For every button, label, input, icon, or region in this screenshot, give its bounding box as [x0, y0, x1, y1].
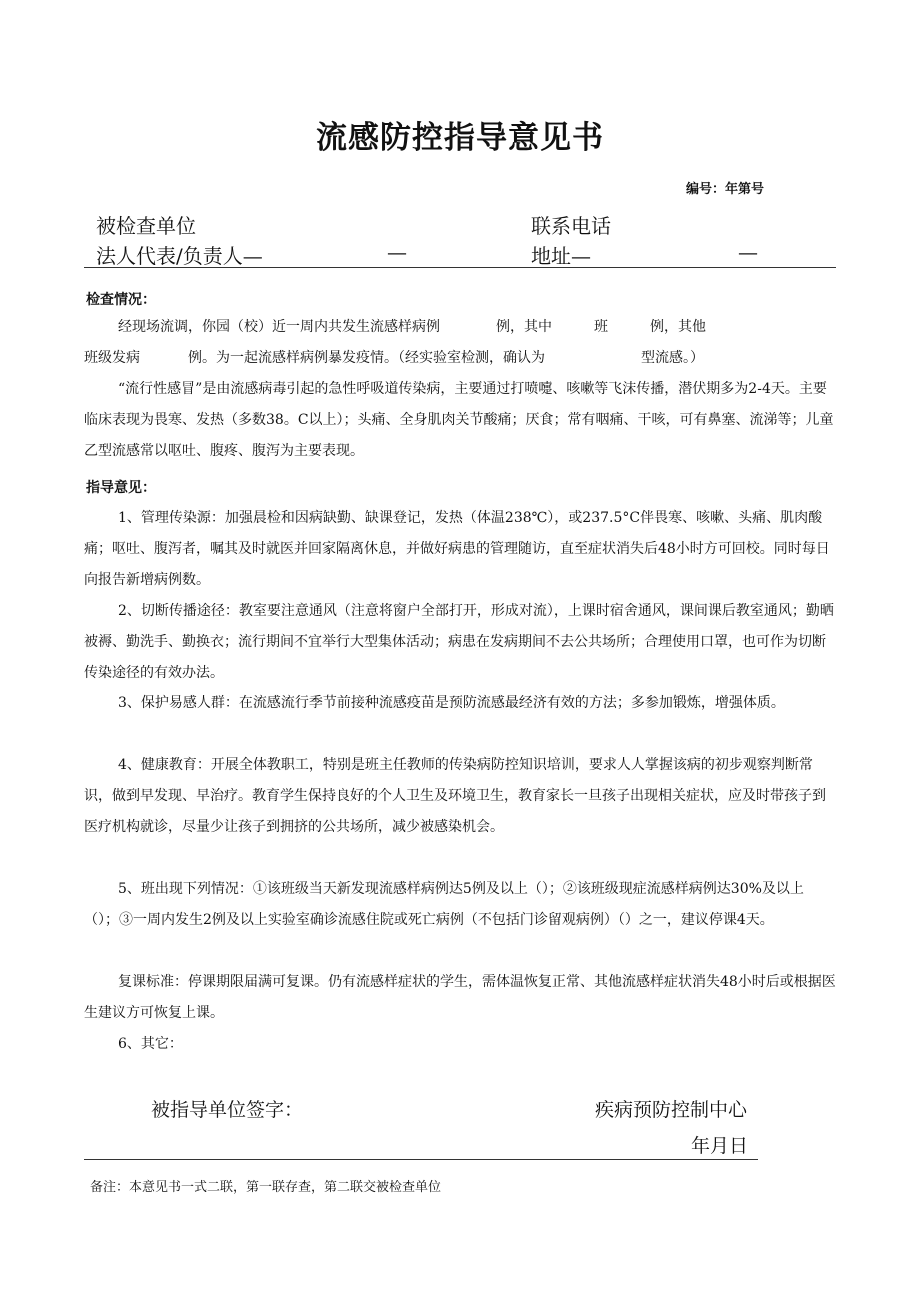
inspected-unit-label: 被检查单位	[96, 214, 196, 238]
guidance-item-4: 4、健康教育：开展全体教职工，特别是班主任教师的传染病防控知识培训，要求人人掌握该病的初步观察判断常识，做到早发现、早治疗。教育学生保持良好的个人卫生及环境卫生，教育家长一旦孩子出现相关症状，应及时带孩子到医疗机构就诊，尽量少让孩子到拥挤的公共场所，减少被感染机会。	[84, 757, 826, 835]
cdc-name: 疾病预防控制中心	[595, 1099, 748, 1121]
other-class-text-b: 例。为一起流感样病例暴发疫情。（经实验室检测，确认为	[188, 350, 545, 366]
phone-label: 联系电话	[531, 214, 611, 238]
guidance-item-2: 2、切断传播途径：教室要注意通风（注意将窗户全部打开，形成对流），上课时宿舍通风，课间课后教室通风；勤晒被褥、勤洗手、勤换衣；流行期间不宜举行大型集体活动；病患在发病期间不去公共场所；合理使用口罩，也可作为切断传染途径的有效办法。	[84, 603, 834, 681]
legal-rep-dash: —	[387, 240, 407, 264]
case-count-text-c: 班	[594, 319, 608, 335]
address-label: 地址—	[531, 244, 591, 268]
case-count-text-b: 例，其中	[496, 319, 552, 335]
guided-unit-signature-label: 被指导单位签字：	[151, 1099, 304, 1121]
case-count-text-a: 经现场流调，你园（校）近一周内共发生流感样病例	[118, 319, 440, 335]
guidance-item-6-other: 6、其它：	[118, 1036, 183, 1052]
legal-rep-label: 法人代表/负责人—	[96, 244, 263, 268]
inspection-paragraph-2: “流行性感冒”是由流感病毒引起的急性呼吸道传染病，主要通过打喷嚏、咳嗽等飞沫传播，潜伏期多为2-4天。主要临床表现为畏寒、发热（多数38。C以上）；头痛、全身肌肉关节酸痛；厌食；常有咽痛、干咳，可有鼻塞、流涕等；儿童乙型流感常以呕吐、腹疼、腹泻为主要表现。	[84, 381, 834, 459]
signature-date: 年月日	[691, 1135, 749, 1157]
serial-number: 编号：年第号	[686, 182, 765, 197]
guidance-heading: 指导意见：	[86, 480, 156, 496]
guidance-item-3: 3、保护易感人群：在流感流行季节前接种流感疫苗是预防流感最经济有效的方法；多参加锻炼，增强体质。	[118, 695, 785, 711]
resume-criteria: 复课标准：停课期限届满可复课。仍有流感样症状的学生，需体温恢复正常、其他流感样症状消失48小时后或根据医生建议方可恢复上课。	[84, 974, 836, 1021]
footnote: 备注：本意见书一式二联，第一联存查，第二联交被检查单位	[90, 1180, 442, 1195]
guidance-item-1: 1、管理传染源：加强晨检和因病缺勤、缺课登记，发热（体温238℃），或237.5°C伴畏寒、咳嗽、头痛、肌肉酸痛；呕吐、腹泻者，嘱其及时就医并回家隔离休息，并做好病患的管理随访，直至症状消失后48小时方可回校。同时每日向报告新增病例数。	[84, 510, 830, 588]
page-title: 流感防控指导意见书	[316, 120, 604, 156]
address-dash: —	[738, 240, 758, 264]
case-count-text-d: 例，其他	[650, 319, 706, 335]
inspection-heading: 检查情况：	[86, 292, 156, 308]
other-class-text-a: 班级发病	[84, 350, 140, 366]
signature-divider	[84, 1159, 758, 1160]
guidance-item-5: 5、班出现下列情况：①该班级当天新发现流感样病例达5例及以上（）；②该班级现症流感样病例达30%及以上（）；③一周内发生2例及以上实验室确诊流感住院或死亡病例（不包括门诊留观病例）（）之一，建议停课4天。	[84, 881, 804, 928]
other-class-text-c: 型流感。）	[641, 350, 704, 366]
header-divider	[84, 267, 836, 268]
inspection-paragraph-1	[84, 312, 836, 374]
